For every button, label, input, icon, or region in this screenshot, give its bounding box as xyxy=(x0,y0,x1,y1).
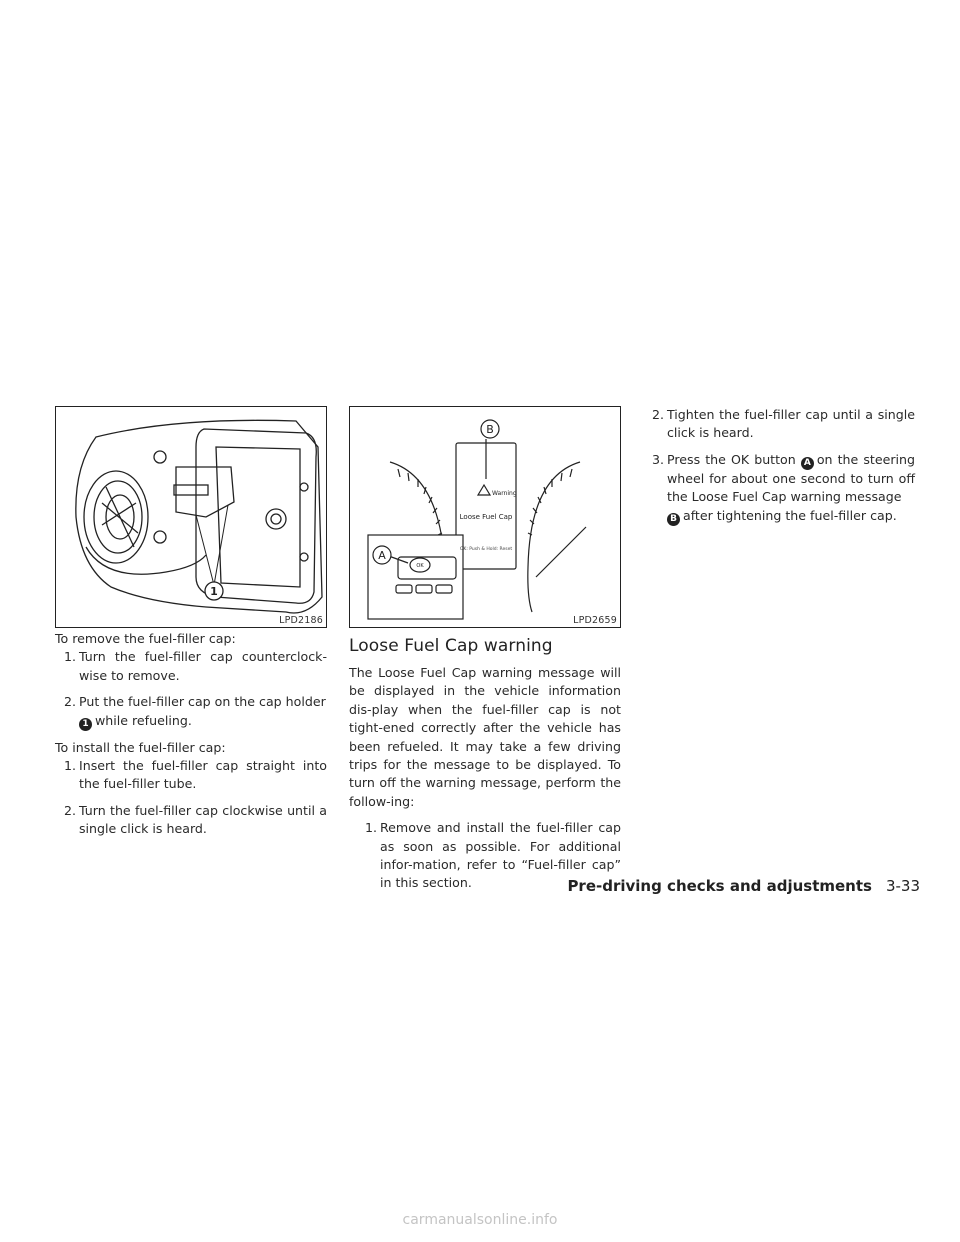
install-intro: To install the fuel-filler cap: xyxy=(55,739,226,755)
middle-column xyxy=(349,406,621,901)
list-item: 1. Turn the fuel-filler cap counterclock-wise to remove. xyxy=(64,649,327,683)
list-item: 2. Put the fuel-filler cap on the cap holder 1 while refueling. xyxy=(64,694,326,729)
warning-steps-continued xyxy=(643,406,915,526)
watermark: carmanualsonline.info xyxy=(402,1212,558,1228)
callout-a: A xyxy=(378,549,386,562)
screen-hint: OK: Push & Hold: Reset xyxy=(459,547,513,552)
list-item: 2. Turn the fuel-filler cap clockwise until a single click is heard. xyxy=(64,802,327,837)
page-number: 3-33 xyxy=(885,877,920,895)
screen-title: Loose Fuel Cap xyxy=(459,513,513,521)
callout-1: 1 xyxy=(210,585,218,598)
fuel-door-drawing xyxy=(56,407,326,627)
screen-warning-label: Warning xyxy=(492,490,517,497)
callout-b-badge: B xyxy=(667,513,680,526)
remove-intro: To remove the fuel-filler cap: xyxy=(55,631,236,646)
left-column xyxy=(55,406,327,847)
warning-display-illustration xyxy=(349,406,621,628)
list-item: 2. Tighten the fuel-filler cap until a single click is heard. xyxy=(652,407,915,441)
section-body: The Loose Fuel Cap warning message will be displayed in the vehicle information dis-play when the fuel-filler cap is not tight-ened correctly after the vehicle has been refueled. It may take a few driving trips for the message to be displayed. To turn off the warning message, perform the follow-ing: xyxy=(349,665,621,809)
callout-1-badge: 1 xyxy=(79,718,92,731)
meter-drawing xyxy=(350,407,620,627)
figure-code: LPD2659 xyxy=(573,615,617,626)
callout-a-badge: A xyxy=(801,457,814,470)
install-steps xyxy=(55,757,327,839)
remove-steps xyxy=(55,648,327,730)
list-item: 3. Press the OK button A on the steering wheel for about one second to turn off the Loose Fuel Cap warning message B after tightening the fuel-filler cap. xyxy=(652,451,915,524)
figure-code: LPD2186 xyxy=(279,615,323,626)
list-item: 1. Insert the fuel-filler cap straight into the fuel-filler tube. xyxy=(64,758,327,792)
section-heading: Loose Fuel Cap warning xyxy=(349,636,553,656)
page-footer xyxy=(567,877,920,895)
callout-b: B xyxy=(486,423,494,436)
ok-switch-label: OK xyxy=(416,563,424,569)
right-column xyxy=(643,406,915,534)
fuel-cap-illustration xyxy=(55,406,327,628)
footer-section-title: Pre-driving checks and adjustments xyxy=(567,877,872,895)
list-item: 1. Remove and install the fuel-filler cap as soon as possible. For additional infor-mation, refer to “Fuel-filler cap” in this section. xyxy=(365,820,621,891)
